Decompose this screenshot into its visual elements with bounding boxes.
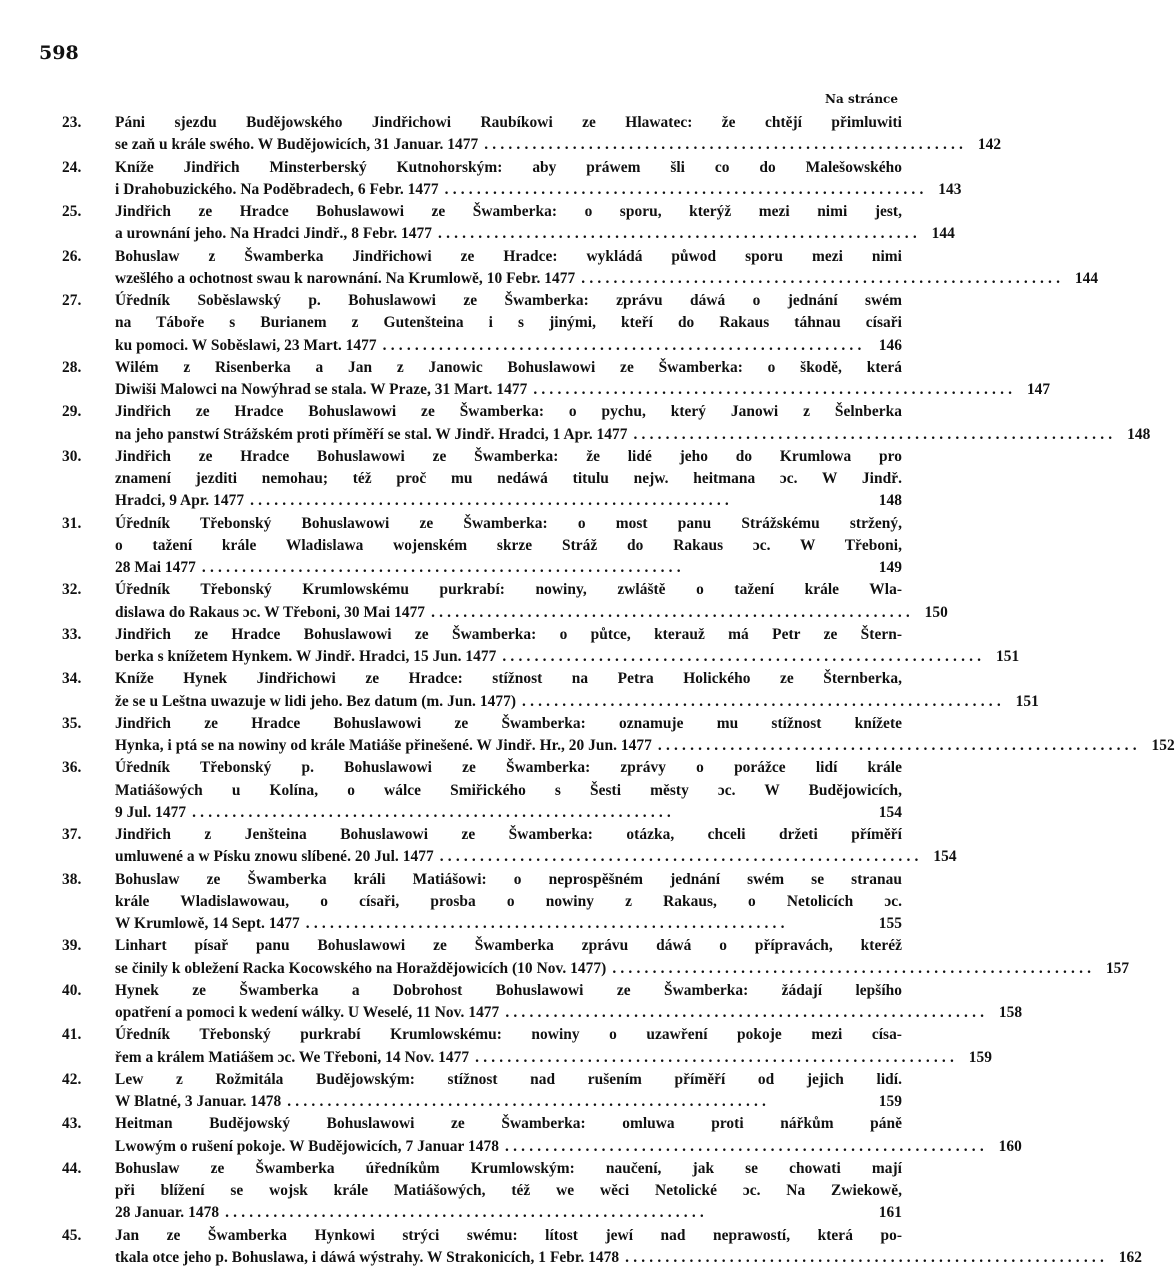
entry-text: o tažení krále Wladislawa wojenském skrze Stráž do Rakaus ɔc. W Třeboni,: [115, 536, 902, 554]
entry-text: se činily k obležení Racka Kocowského na Horaždějowicích (10 Nov. 1477): [115, 959, 607, 977]
entry-line: [62, 1113, 902, 1135]
entry-number: 38.: [62, 870, 82, 888]
toc-entry: [62, 1069, 902, 1114]
entry-page-number: 159: [878, 1093, 902, 1110]
toc-entry: [62, 1113, 1022, 1158]
dot-leader: ............................................................: [439, 848, 923, 866]
entry-line: [62, 557, 902, 579]
entry-page-number: 151: [1015, 692, 1039, 710]
entry-page-number: 160: [998, 1137, 1022, 1155]
toc-entry: [62, 513, 902, 580]
entry-number: 35.: [62, 714, 82, 732]
entry-line: [62, 802, 902, 824]
entry-line: [62, 691, 1039, 713]
entry-page-number: 144: [1074, 269, 1099, 287]
toc-entry: [62, 935, 1130, 980]
entry-text: Diwiši Malowci na Nowýhrad se stala. W Praze, 31 Mart. 1477: [115, 381, 528, 398]
entry-page-number: 157: [1105, 959, 1130, 977]
entry-text: W Krumlowě, 14 Sept. 1477: [115, 915, 300, 932]
column-header: Na stránce: [825, 92, 898, 106]
entry-line: [62, 179, 962, 201]
entry-text: Kníže Jindřich Minsterberský Kutnohorským: aby práwem šli co do Malešowského: [115, 158, 902, 176]
entry-text: Hynka, i ptá se na nowiny od krále Matiáše přinešené. W Jindř. Hr., 20 Jun. 1477: [115, 737, 652, 754]
entry-line: [62, 401, 902, 423]
entry-text: při blížení se wojsk krále Matiášowých, též we wěci Netolické ɔc. Na Zwiekowě,: [115, 1182, 902, 1199]
entry-number: 31.: [62, 514, 82, 532]
dot-leader: ............................................................: [250, 492, 733, 510]
entry-text: wzešlého a ochotnost swau k narownání. Na Krumlowě, 10 Febr. 1477: [115, 269, 576, 287]
entry-page-number: 143: [938, 180, 962, 198]
entry-text: W Blatné, 3 Januar. 1478: [115, 1093, 282, 1110]
entry-number: 23.: [62, 114, 82, 131]
entry-text: že se u Leštna uwazuje w lidi jeho. Bez datum (m. Jun. 1477): [115, 692, 517, 710]
toc-entry: [62, 290, 902, 357]
dot-leader: ............................................................: [612, 959, 1096, 977]
entry-text: berka s knížetem Hynkem. W Jindř. Hradci, 15 Jun. 1477: [115, 648, 497, 665]
entry-line: [62, 246, 902, 268]
entry-number: 37.: [62, 826, 82, 843]
entry-number: 34.: [62, 670, 82, 688]
entry-text: znamení jezditi nemohau; též proč mu nedáwá titulu nejw. heitmana ɔc. W Jindř.: [115, 470, 902, 487]
entry-text: Lew z Rožmitála Budějowským: stížnost nad rušením příměří od jejich lidí.: [115, 1070, 902, 1088]
entry-line: [62, 446, 902, 468]
entry-number: 27.: [62, 292, 82, 309]
entry-text: Hradci, 9 Apr. 1477: [115, 492, 245, 510]
entry-line: [62, 1158, 902, 1180]
entry-text: řem a králem Matiášem ɔc. We Třeboni, 14 Nov. 1477: [115, 1048, 470, 1066]
dot-leader: ............................................................: [657, 737, 1141, 754]
dot-leader: ............................................................: [522, 692, 1005, 710]
entry-line: [62, 1202, 902, 1224]
dot-leader: ............................................................: [581, 269, 1065, 287]
toc-entry: [62, 401, 1151, 446]
entry-text: Bohuslaw ze Šwamberka králi Matiášowi: o neprospěšném jednání swém se stranau: [115, 870, 902, 888]
entry-text: Heitman Budějowský Bohuslawowi ze Šwamberka: omluwa proti nářkům páně: [115, 1115, 902, 1133]
entry-number: 44.: [62, 1159, 82, 1177]
toc-entry: [62, 446, 902, 513]
entry-text: Lwowým o rušení pokoje. W Budějowicích, 7 Januar 1478: [115, 1137, 500, 1155]
entry-line: [62, 1024, 902, 1046]
entry-line: [62, 468, 902, 490]
entry-line: [62, 1069, 902, 1091]
dot-leader: ............................................................: [382, 336, 866, 354]
toc-entry: [62, 869, 902, 936]
entry-line: [62, 134, 1002, 156]
entry-page-number: 151: [995, 648, 1020, 665]
dot-leader: ............................................................: [444, 180, 928, 198]
entry-line: [62, 424, 1151, 446]
entry-text: Hynek ze Šwamberka a Dobrohost Bohuslawowi ze Šwamberka: žádají lepšího: [115, 981, 902, 999]
entry-line: [62, 379, 1051, 401]
entry-page-number: 142: [977, 136, 1002, 154]
entry-number: 26.: [62, 247, 82, 265]
entry-line: [62, 312, 902, 334]
toc-entry: [62, 980, 1023, 1025]
entry-line: [62, 223, 955, 245]
dot-leader: ............................................................: [533, 381, 1017, 398]
entry-line: [62, 958, 1130, 980]
dot-leader: ............................................................: [475, 1048, 959, 1066]
entry-line: [62, 1180, 902, 1202]
entry-line: [62, 735, 1175, 757]
entry-number: 29.: [62, 403, 82, 421]
entry-line: [62, 490, 902, 512]
entry-text: Úředník Třebonský Krumlowskému purkrabí: nowiny, zwláště o tažení krále Wla-: [115, 581, 902, 599]
entry-text: Úředník Třebonský Bohuslawowi ze Šwamberka: o most panu Strážskému stržený,: [115, 514, 902, 532]
entry-line: [62, 624, 902, 646]
entry-text: Jindřich ze Hradce Bohuslawowi ze Šwamberka: oznamuje mu stížnost knížete: [115, 714, 902, 732]
entry-text: na jeho panstwí Strážském proti příměří se stal. W Jindř. Hradci, 1 Apr. 1477: [115, 425, 628, 443]
entry-number: 25.: [62, 203, 82, 220]
entry-text: a urownání jeho. Na Hradci Jindř., 8 Febr. 1477: [115, 225, 433, 243]
entry-page-number: 144: [931, 225, 955, 243]
entry-text: Páni sjezdu Budějowského Jindřichowi Raubíkowi ze Hlawatec: že chtějí přimluwiti: [115, 114, 902, 131]
toc-entry: [62, 1225, 1142, 1270]
entry-number: 28.: [62, 358, 82, 376]
entry-text: Jan ze Šwamberka Hynkowi strýci swému: lítost jewí nad neprawostí, která po-: [115, 1226, 902, 1244]
entry-number: 33.: [62, 625, 82, 643]
toc-entry: [62, 579, 948, 624]
dot-leader: ............................................................: [192, 803, 675, 821]
entry-line: [62, 646, 1020, 668]
dot-leader: ............................................................: [633, 425, 1117, 443]
entry-line: [62, 869, 902, 891]
dot-leader: ............................................................: [438, 225, 921, 243]
entry-text: 28 Mai 1477: [115, 559, 196, 576]
entry-number: 30.: [62, 447, 82, 465]
dot-leader: ............................................................: [201, 559, 685, 576]
entry-line: [62, 290, 902, 312]
page-number: 598: [39, 42, 79, 64]
entry-text: Linhart písař panu Bohuslawowi ze Šwamberka zprávu dáwá o přípravách, kteréž: [115, 937, 902, 955]
toc-entry: [62, 757, 902, 824]
entry-line: [62, 846, 957, 868]
entry-line: [62, 112, 902, 134]
entry-number: 40.: [62, 981, 82, 999]
dot-leader: ............................................................: [625, 1248, 1108, 1266]
entry-line: [62, 1247, 1142, 1269]
entry-page-number: 147: [1026, 381, 1051, 398]
entry-text: Úředník Třebonský p. Bohuslawowi ze Šwamberka: zprávy o porážce lidí krále: [115, 759, 902, 777]
entry-number: 43.: [62, 1115, 82, 1133]
entry-number: 24.: [62, 158, 82, 176]
entry-line: [62, 535, 902, 557]
entry-page-number: 155: [878, 915, 902, 932]
entry-number: 32.: [62, 581, 82, 599]
dot-leader: ............................................................: [431, 603, 914, 621]
dot-leader: ............................................................: [502, 648, 986, 665]
entry-line: [62, 1136, 1022, 1158]
entry-text: 28 Januar. 1478: [115, 1204, 220, 1222]
entry-text: Jindřich z Jenšteina Bohuslawowi ze Šwamberka: otázka, chceli držeti příměří: [115, 826, 902, 843]
entry-line: [62, 157, 902, 179]
entry-line: [62, 579, 902, 601]
entry-text: Úředník Třebonský purkrabí Krumlowskému: nowiny o uzawření pokoje mezi císa-: [115, 1026, 902, 1044]
toc-entry: [62, 1158, 902, 1225]
dot-leader: ............................................................: [484, 136, 968, 154]
entry-page-number: 148: [878, 492, 902, 510]
entry-text: opatření a pomoci k wedení wálky. U Weselé, 11 Nov. 1477: [115, 1004, 500, 1021]
entry-text: Jindřich ze Hradce Bohuslawowi ze Šwamberka: že lidé jeho do Krumlowa pro: [115, 447, 902, 465]
dot-leader: ............................................................: [225, 1204, 708, 1222]
toc-entry: [62, 357, 1051, 402]
entry-text: ku pomoci. W Soběslawi, 23 Mart. 1477: [115, 336, 377, 354]
entry-line: [62, 1225, 902, 1247]
entry-number: 42.: [62, 1070, 82, 1088]
entry-page-number: 148: [1127, 425, 1151, 443]
entry-number: 45.: [62, 1226, 82, 1244]
entry-page-number: 159: [968, 1048, 993, 1066]
entry-page-number: 152: [1151, 737, 1175, 754]
toc-entry: [62, 824, 957, 869]
entry-line: [62, 935, 902, 957]
entry-page-number: 158: [998, 1004, 1023, 1021]
entry-text: na Táboře s Burianem z Gutenšteina i s jinými, kteří do Rakaus táhnau císaři: [115, 314, 902, 332]
dot-leader: ............................................................: [505, 1137, 988, 1155]
dot-leader: ............................................................: [305, 915, 789, 932]
entry-line: [62, 1047, 993, 1069]
entry-text: umluwené a w Písku znowu slíbené. 20 Jul. 1477: [115, 848, 434, 866]
entry-text: Bohuslaw ze Šwamberka úředníkům Krumlowským: naučení, jak se chowati mají: [115, 1159, 902, 1177]
entry-page-number: 146: [878, 336, 902, 354]
entry-line: [62, 1091, 902, 1113]
entry-text: i Drahobuzického. Na Poděbradech, 6 Febr. 1477: [115, 180, 439, 198]
entry-line: [62, 668, 902, 690]
entry-number: 36.: [62, 759, 82, 777]
entry-text: Jindřich ze Hradce Bohuslawowi ze Šwamberka: o sporu, kterýž mezi nimi jest,: [115, 203, 902, 220]
toc-entry: [62, 1024, 993, 1069]
entry-line: [62, 780, 902, 802]
entry-text: krále Wladislawowau, o císaři, prosba o nowiny z Rakaus, o Netolicích ɔc.: [115, 892, 902, 910]
entry-line: [62, 713, 902, 735]
entry-text: Úředník Soběslawský p. Bohuslawowi ze Šwamberka: zprávu dáwá o jednání swém: [115, 292, 902, 309]
entry-text: tkala otce jeho p. Bohuslawa, i dáwá wýstrahy. W Strakonicích, 1 Febr. 1478: [115, 1248, 620, 1266]
entry-text: Jindřich ze Hradce Bohuslawowi ze Šwamberka: o pychu, který Janowi z Šelnberka: [115, 403, 902, 421]
entry-text: Wilém z Risenberka a Jan z Janowic Bohuslawowi ze Šwamberka: o škodě, která: [115, 358, 902, 376]
entry-line: [62, 602, 948, 624]
entry-line: [62, 913, 902, 935]
toc-entry: [62, 246, 1099, 291]
entry-text: Bohuslaw z Šwamberka Jindřichowi ze Hradce: wykládá půwod sporu mezi nimi: [115, 247, 902, 265]
toc-entry: [62, 157, 962, 202]
entry-line: [62, 201, 902, 223]
table-of-contents: [62, 112, 1175, 1269]
entry-page-number: 154: [878, 803, 902, 821]
toc-entry: [62, 668, 1039, 713]
entry-page-number: 161: [878, 1204, 902, 1222]
toc-entry: [62, 112, 1002, 157]
toc-entry: [62, 713, 1175, 758]
entry-text: Matiášowých u Kolína, o wálce Smiřického s Šesti městy ɔc. W Budějowicích,: [115, 781, 902, 799]
entry-line: [62, 824, 902, 846]
entry-text: dislawa do Rakaus ɔc. W Třeboni, 30 Mai 1477: [115, 603, 426, 621]
entry-page-number: 154: [933, 848, 957, 866]
entry-text: Kníže Hynek Jindřichowi ze Hradce: stížnost na Petra Holického ze Šternberka,: [115, 670, 902, 688]
entry-text: Jindřich ze Hradce Bohuslawowi ze Šwamberka: o půtce, kterauž má Petr ze Štern-: [115, 625, 902, 643]
entry-line: [62, 1002, 1023, 1024]
entry-line: [62, 357, 902, 379]
entry-page-number: 149: [878, 559, 902, 576]
entry-line: [62, 757, 902, 779]
entry-page-number: 162: [1118, 1248, 1142, 1266]
entry-line: [62, 513, 902, 535]
entry-line: [62, 335, 902, 357]
entry-line: [62, 891, 902, 913]
entry-line: [62, 268, 1099, 290]
entry-page-number: 150: [924, 603, 948, 621]
dot-leader: ............................................................: [287, 1093, 771, 1110]
entry-text: 9 Jul. 1477: [115, 803, 187, 821]
dot-leader: ............................................................: [505, 1004, 989, 1021]
entry-number: 41.: [62, 1026, 82, 1044]
toc-entry: [62, 624, 1020, 669]
entry-number: 39.: [62, 937, 82, 955]
entry-text: se zaň u krále swého. W Budějowicích, 31 Januar. 1477: [115, 136, 479, 154]
toc-entry: [62, 201, 955, 246]
entry-line: [62, 980, 902, 1002]
